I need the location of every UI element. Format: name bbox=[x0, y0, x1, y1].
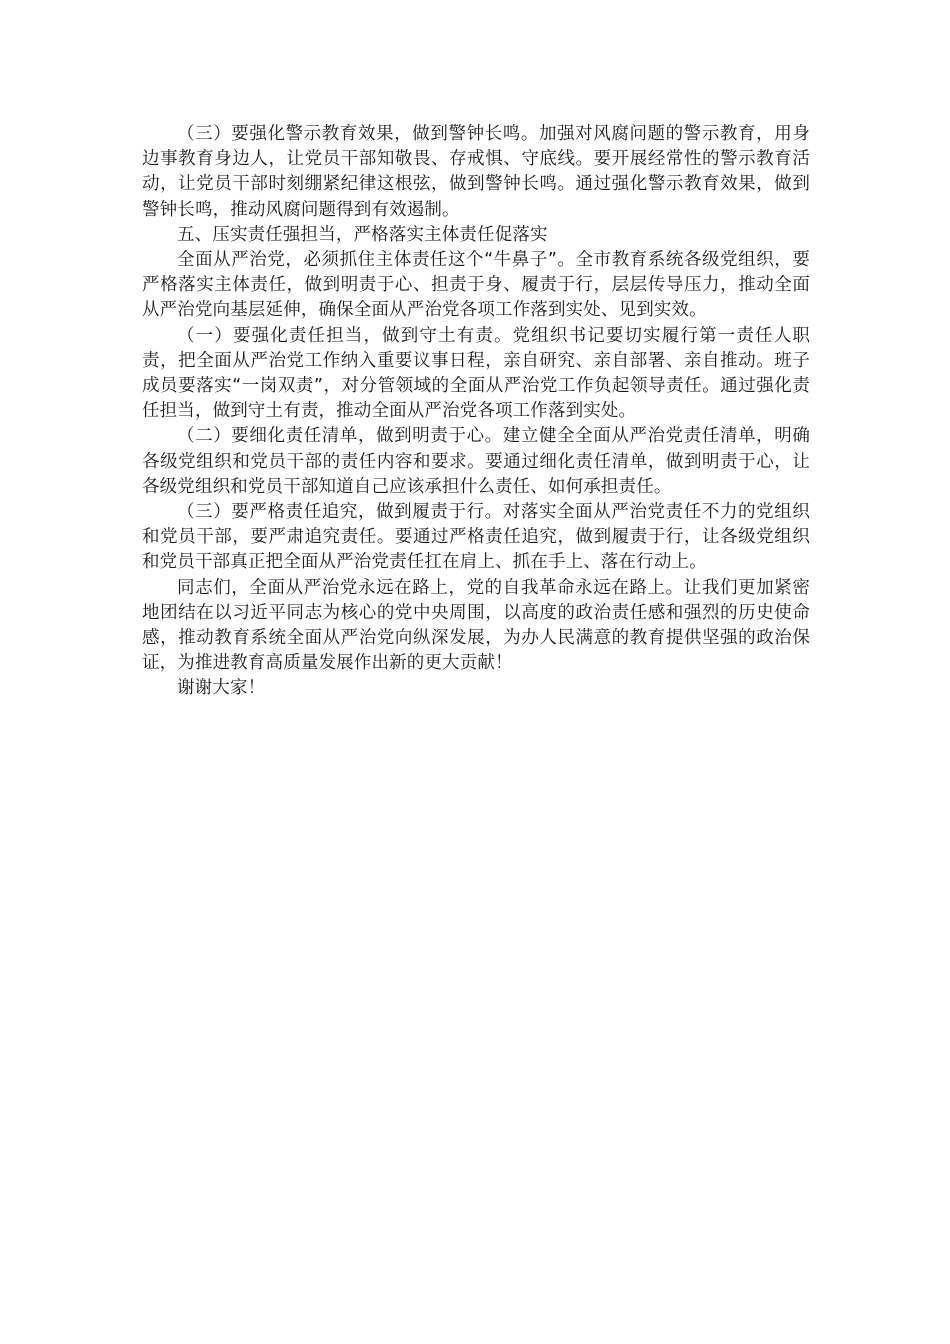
paragraph-thanks: 谢谢大家！ bbox=[177, 678, 266, 699]
paragraph-warning-education: （三）要强化警示教育效果，做到警钟长鸣。加强对风腐问题的警示教育，用身边事教育身边人，让党员干部知敬畏、存戒惧、守底线。要开展经常性的警示教育活动，让党员干部时刻绷紧纪律这根弦，做到警钟长鸣。通过强化警示教育效果，做到警钟长鸣，推动风腐问题得到有效遏制。 bbox=[142, 124, 810, 220]
document-body bbox=[142, 122, 810, 702]
paragraph-responsibility-two: （二）要细化责任清单，做到明责于心。建立健全全面从严治党责任清单，明确各级党组织和党员干部的责任内容和要求。要通过细化责任清单，做到明责于心，让各级党组织和党员干部知道自己应该承担什么责任、如何承担责任。 bbox=[142, 426, 810, 497]
section-heading-five: 五、压实责任强担当，严格落实主体责任促落实 bbox=[177, 224, 548, 245]
paragraph-responsibility-three: （三）要严格责任追究，做到履责于行。对落实全面从严治党责任不力的党组织和党员干部，要严肃追究责任。要通过严格责任追究，做到履责于行，让各级党组织和党员干部真正把全面从严治党责任扛在肩上、抓在手上、落在行动上。 bbox=[142, 502, 810, 573]
paragraph-responsibility-one: （一）要强化责任担当，做到守土有责。党组织书记要切实履行第一责任人职责，把全面从严治党工作纳入重要议事日程，亲自研究、亲自部署、亲自推动。班子成员要落实“一岗双责”，对分管领域的全面从严治党工作负起领导责任。通过强化责任担当，做到守土有责，推动全面从严治党各项工作落到实处。 bbox=[142, 325, 810, 422]
paragraph-main-responsibility: 全面从严治党，必须抓住主体责任这个“牛鼻子”。全市教育系统各级党组织，要严格落实主体责任，做到明责于心、担责于身、履责于行，层层传导压力，推动全面从严治党向基层延伸，确保全面从严治党各项工作落到实处、见到实效。 bbox=[142, 250, 810, 321]
paragraph-closing: 同志们，全面从严治党永远在路上，党的自我革命永远在路上。让我们更加紧密地团结在以习近平同志为核心的党中央周围，以高度的政治责任感和强烈的历史使命感，推动教育系统全面从严治党向纵深发展，为办人民满意的教育提供坚强的政治保证，为推进教育高质量发展作出新的更大贡献！ bbox=[142, 577, 810, 674]
